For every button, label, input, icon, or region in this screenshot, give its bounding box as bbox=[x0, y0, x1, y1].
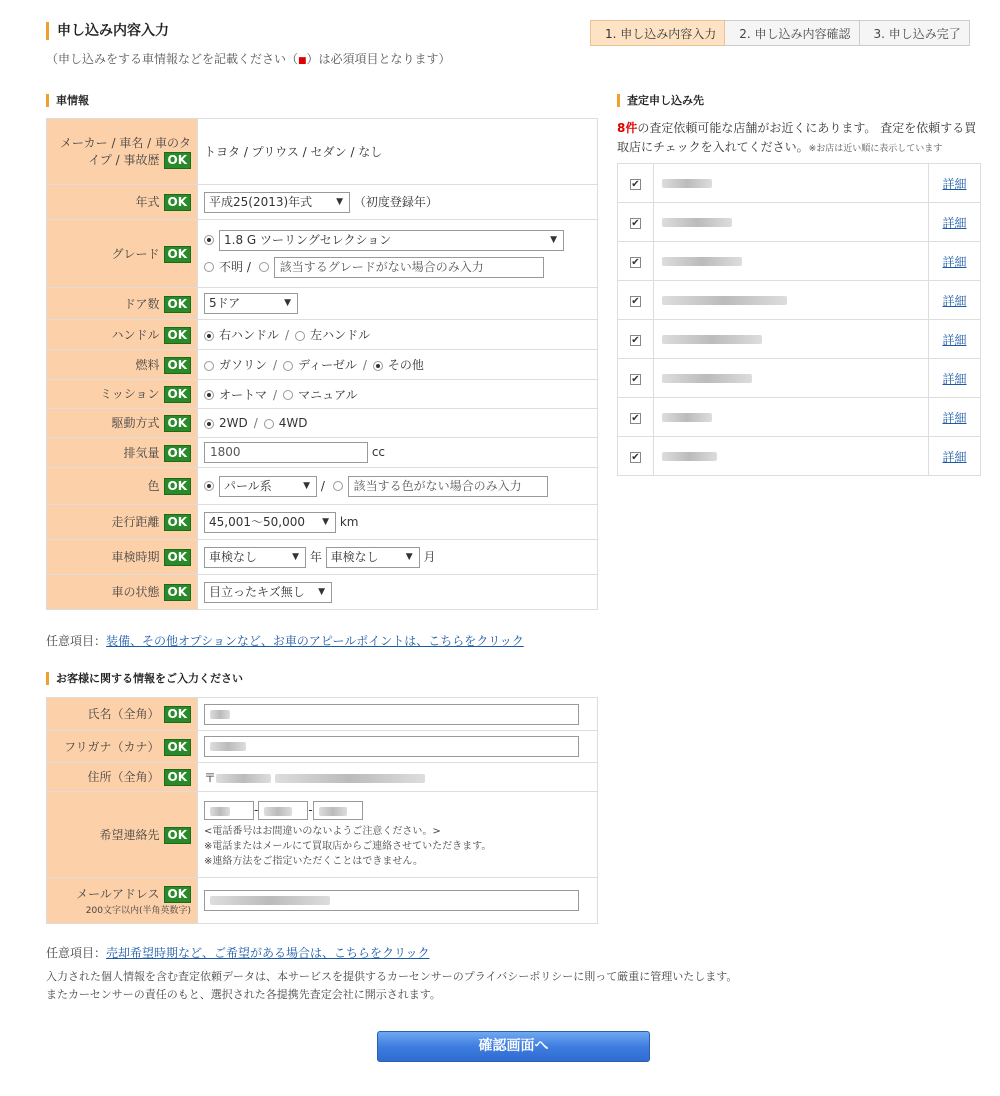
maker-label: メーカー / 車名 / 車のタイプ / 事故歴 bbox=[59, 135, 191, 167]
drive-radio-4wd[interactable] bbox=[264, 419, 274, 429]
row-displacement bbox=[47, 438, 598, 468]
contact-note-3: ※連絡方法をご指定いただくことはできません。 bbox=[204, 855, 423, 867]
row-handle bbox=[47, 320, 598, 350]
row-fuel bbox=[47, 350, 598, 380]
redacted-text bbox=[662, 452, 717, 461]
condition-select-value: 目立ったキズ無し bbox=[209, 584, 305, 599]
option-timing-prefix: 任意項目： bbox=[46, 946, 107, 960]
ok-badge: OK bbox=[164, 152, 192, 169]
fuel-opt1: ガソリン bbox=[219, 358, 268, 372]
email-sublabel: 200文字以内(半角英数字) bbox=[85, 906, 191, 916]
ok-badge: OK bbox=[164, 769, 192, 786]
car-info-heading: 車情報 bbox=[46, 94, 89, 107]
shop-row bbox=[618, 164, 981, 203]
inspection-month-unit: 月 bbox=[423, 549, 436, 564]
shops-description bbox=[617, 119, 979, 159]
mission-label: ミッション bbox=[99, 387, 160, 401]
ok-badge: OK bbox=[164, 445, 192, 462]
kana-input[interactable] bbox=[204, 736, 579, 757]
ok-badge: OK bbox=[164, 194, 192, 211]
email-label-cell bbox=[47, 878, 198, 924]
redacted-text bbox=[210, 742, 246, 751]
address-label-cell bbox=[47, 763, 198, 792]
fuel-label-cell bbox=[47, 350, 198, 380]
ok-badge: OK bbox=[164, 296, 192, 313]
option-timing-link[interactable]: 売却希望時期など、ご希望がある場合は、こちらをクリック bbox=[106, 946, 430, 960]
row-kana bbox=[47, 731, 598, 763]
row-inspection bbox=[47, 540, 598, 575]
kana-label-cell bbox=[47, 731, 198, 763]
year-label-cell bbox=[47, 185, 198, 220]
grade-unknown-label: 不明 / bbox=[219, 259, 251, 274]
year-note: （初度登録年） bbox=[353, 194, 438, 209]
chevron-down-icon: ▼ bbox=[322, 516, 329, 527]
phone-input-2[interactable] bbox=[258, 801, 308, 820]
chevron-down-icon: ▼ bbox=[336, 196, 343, 207]
email-input[interactable] bbox=[204, 890, 579, 911]
color-label: 色 bbox=[147, 479, 160, 493]
contact-cell: - - <電話番号はお間違いのないようご注意ください。> ※電話またはメールにて買取店からご連絡させていただきます。 ※連絡方法をご指定いただくことはできません。 bbox=[198, 792, 598, 878]
ok-badge: OK bbox=[164, 549, 192, 566]
mileage-label-cell bbox=[47, 505, 198, 540]
chevron-down-icon: ▼ bbox=[405, 551, 413, 562]
inspection-month-value: 車検なし bbox=[330, 549, 379, 564]
door-label: ドア数 bbox=[123, 296, 160, 311]
address-label: 住所（全角） bbox=[87, 770, 160, 784]
contact-label-cell bbox=[47, 792, 198, 878]
ok-badge: OK bbox=[164, 386, 192, 403]
redacted-text bbox=[662, 179, 712, 188]
year-select-value: 平成25(2013)年式 bbox=[209, 194, 313, 209]
option-appeal-row bbox=[46, 632, 524, 649]
chevron-down-icon: ▼ bbox=[303, 480, 310, 491]
shop-row bbox=[618, 398, 981, 437]
drive-radio-2wd[interactable] bbox=[204, 419, 214, 429]
handle-radio-left[interactable] bbox=[295, 331, 305, 341]
redacted-text bbox=[275, 774, 425, 783]
ok-badge: OK bbox=[164, 478, 192, 495]
ok-badge: OK bbox=[164, 739, 192, 756]
ok-badge: OK bbox=[164, 886, 192, 903]
shop-checkbox[interactable]: ✔ bbox=[631, 335, 640, 346]
chevron-down-icon: ▼ bbox=[318, 586, 325, 597]
row-email bbox=[47, 878, 598, 924]
shops-heading: 査定申し込み先 bbox=[617, 94, 704, 107]
contact-note-1: <電話番号はお間違いのないようご注意ください。> bbox=[204, 825, 441, 837]
car-info-table bbox=[46, 118, 598, 610]
displacement-input[interactable]: 1800 bbox=[204, 442, 368, 463]
shop-detail-link[interactable]: 詳細 bbox=[942, 371, 967, 386]
required-mark: ■ bbox=[298, 56, 307, 66]
maker-value: トヨタ / プリウス / セダン / なし bbox=[198, 119, 598, 185]
chevron-down-icon: ▼ bbox=[292, 551, 299, 562]
mission-radio-auto[interactable] bbox=[204, 390, 214, 400]
door-label-cell bbox=[47, 288, 198, 320]
handle-opt2: 左ハンドル bbox=[310, 328, 371, 342]
handle-cell: 右ハンドル / 左ハンドル bbox=[198, 320, 598, 350]
option-appeal-prefix: 任意項目： bbox=[46, 634, 107, 648]
color-select[interactable] bbox=[219, 476, 317, 497]
condition-select[interactable] bbox=[204, 582, 332, 603]
shop-detail-link[interactable]: 詳細 bbox=[942, 254, 967, 269]
shops-table bbox=[617, 163, 981, 476]
grade-label: グレード bbox=[111, 246, 160, 261]
row-condition bbox=[47, 575, 598, 610]
grade-select[interactable] bbox=[219, 230, 564, 251]
step-input: 1. 申し込み内容入力 bbox=[590, 20, 725, 46]
handle-label-cell bbox=[47, 320, 198, 350]
chevron-down-icon: ▼ bbox=[550, 234, 557, 245]
grade-cell bbox=[198, 220, 598, 288]
shops-note: ※お店は近い順に表示しています bbox=[808, 144, 943, 154]
shop-row bbox=[618, 320, 981, 359]
row-mission bbox=[47, 380, 598, 409]
subtitle-pre: （申し込みをする車情報などを記載ください（ bbox=[46, 52, 299, 66]
option-appeal-link[interactable]: 装備、その他オプションなど、お車のアピールポイントは、こちらをクリック bbox=[106, 634, 524, 648]
ok-badge: OK bbox=[164, 827, 192, 844]
row-address bbox=[47, 763, 598, 792]
condition-label: 車の状態 bbox=[111, 585, 160, 599]
email-cell bbox=[198, 878, 598, 924]
page-title: 申し込み内容入力 bbox=[46, 22, 169, 40]
phone-input-3[interactable] bbox=[313, 801, 363, 820]
shops-count: 8件 bbox=[617, 121, 638, 135]
color-input[interactable]: 該当する色がない場合のみ入力 bbox=[348, 476, 548, 497]
redacted-text bbox=[662, 296, 787, 305]
redacted-text bbox=[662, 374, 752, 383]
handle-opt1: 右ハンドル bbox=[219, 328, 280, 342]
mileage-select[interactable] bbox=[204, 512, 336, 533]
shops-desc-text: の査定依頼可能な店舗がお近くにあります。 査定を依頼する買取店にチェックを入れてください。 bbox=[617, 121, 977, 154]
shop-row bbox=[618, 242, 981, 281]
color-select-value: パール系 bbox=[224, 478, 272, 493]
shop-detail-link[interactable]: 詳細 bbox=[942, 215, 967, 230]
grade-radio-select[interactable] bbox=[204, 235, 214, 245]
drive-label-cell bbox=[47, 409, 198, 438]
redacted-text bbox=[662, 218, 732, 227]
fuel-radio-other[interactable] bbox=[373, 361, 383, 371]
postal-prefix: 〒 bbox=[204, 770, 217, 785]
option-timing-row bbox=[46, 944, 430, 961]
inspection-label-cell bbox=[47, 540, 198, 575]
year-cell bbox=[198, 185, 598, 220]
name-label: 氏名（全角） bbox=[87, 707, 160, 721]
kana-label: フリガナ（カナ） bbox=[64, 739, 160, 754]
mileage-cell bbox=[198, 505, 598, 540]
mileage-select-value: 45,001～50,000 bbox=[209, 514, 305, 529]
maker-label-cell bbox=[47, 119, 198, 185]
mission-label-cell bbox=[47, 380, 198, 409]
ok-badge: OK bbox=[164, 514, 192, 531]
inspection-year-value: 車検なし bbox=[209, 549, 258, 564]
ok-badge: OK bbox=[164, 357, 192, 374]
progress-steps bbox=[590, 20, 970, 46]
shop-detail-link[interactable]: 詳細 bbox=[942, 332, 967, 347]
contact-label: 希望連絡先 bbox=[99, 827, 160, 842]
step-confirm: 2. 申し込み内容確認 bbox=[725, 20, 859, 46]
inspection-year-unit: 年 bbox=[309, 549, 322, 564]
name-label-cell bbox=[47, 698, 198, 731]
color-radio-manual[interactable] bbox=[333, 481, 343, 491]
inspection-cell bbox=[198, 540, 598, 575]
shop-checkbox[interactable]: ✔ bbox=[631, 452, 640, 463]
address-cell bbox=[198, 763, 598, 792]
fuel-radio-gasoline[interactable] bbox=[204, 361, 214, 371]
privacy-note-1: 入力された個人情報を含む査定依頼データは、本サービスを提供するカーセンサーのプライバシーポリシーに則って厳重に管理いたします。 bbox=[46, 970, 738, 983]
mileage-label: 走行距離 bbox=[111, 515, 160, 529]
grade-select-value: 1.8 G ツーリングセレクション bbox=[224, 232, 392, 247]
redacted-text bbox=[210, 710, 230, 719]
inspection-year-select[interactable] bbox=[204, 547, 306, 568]
shop-row bbox=[618, 281, 981, 320]
shop-checkbox[interactable]: ✔ bbox=[631, 296, 640, 307]
mission-opt1: オートマ bbox=[219, 387, 268, 402]
condition-label-cell bbox=[47, 575, 198, 610]
color-radio-select[interactable] bbox=[204, 481, 214, 491]
fuel-radio-diesel[interactable] bbox=[283, 361, 293, 371]
shop-checkbox[interactable]: ✔ bbox=[631, 374, 640, 385]
year-select[interactable] bbox=[204, 192, 350, 213]
condition-cell bbox=[198, 575, 598, 610]
displacement-unit: cc bbox=[371, 445, 386, 459]
fuel-label: 燃料 bbox=[135, 357, 160, 372]
color-cell: パール系 ▼ / 該当する色がない場合のみ入力 bbox=[198, 468, 598, 505]
fuel-opt2: ディーゼル bbox=[298, 358, 357, 372]
grade-radio-unknown[interactable] bbox=[204, 262, 214, 272]
drive-cell: 2WD / 4WD bbox=[198, 409, 598, 438]
row-maker bbox=[47, 119, 598, 185]
ok-badge: OK bbox=[164, 706, 192, 723]
door-cell bbox=[198, 288, 598, 320]
row-color bbox=[47, 468, 598, 505]
step-complete: 3. 申し込み完了 bbox=[860, 20, 970, 46]
color-label-cell bbox=[47, 468, 198, 505]
fuel-opt3: その他 bbox=[387, 358, 424, 372]
row-door bbox=[47, 288, 598, 320]
customer-info-table bbox=[46, 697, 598, 924]
ok-badge: OK bbox=[164, 584, 192, 601]
shop-detail-link[interactable]: 詳細 bbox=[942, 410, 967, 425]
row-drive bbox=[47, 409, 598, 438]
redacted-text bbox=[210, 896, 330, 905]
mission-opt2: マニュアル bbox=[298, 387, 358, 402]
row-contact bbox=[47, 792, 598, 878]
redacted-text bbox=[662, 335, 762, 344]
shop-detail-link[interactable]: 詳細 bbox=[942, 449, 967, 464]
redacted-text bbox=[210, 807, 230, 816]
handle-radio-right[interactable] bbox=[204, 331, 214, 341]
redacted-text bbox=[662, 413, 712, 422]
row-mileage bbox=[47, 505, 598, 540]
handle-label: ハンドル bbox=[111, 327, 160, 342]
drive-label: 駆動方式 bbox=[111, 416, 160, 430]
shop-row bbox=[618, 359, 981, 398]
page-subtitle bbox=[46, 50, 451, 67]
inspection-label: 車検時期 bbox=[111, 550, 160, 564]
grade-label-cell bbox=[47, 220, 198, 288]
shop-checkbox[interactable]: ✔ bbox=[631, 257, 640, 268]
grade-radio-manual[interactable] bbox=[259, 262, 269, 272]
name-input[interactable] bbox=[204, 704, 579, 725]
door-select-value: 5ドア bbox=[209, 296, 241, 310]
ok-badge: OK bbox=[164, 327, 192, 344]
row-year bbox=[47, 185, 598, 220]
year-label: 年式 bbox=[135, 195, 160, 209]
shop-checkbox[interactable]: ✔ bbox=[631, 413, 640, 424]
drive-opt1: 2WD bbox=[219, 416, 248, 430]
door-select[interactable] bbox=[204, 293, 298, 314]
grade-input[interactable]: 該当するグレードがない場合のみ入力 bbox=[274, 257, 544, 278]
shop-row bbox=[618, 437, 981, 476]
displacement-label-cell bbox=[47, 438, 198, 468]
customer-info-heading: お客様に関する情報をご入力ください bbox=[46, 672, 243, 685]
drive-opt2: 4WD bbox=[278, 416, 308, 430]
phone-input-1[interactable] bbox=[204, 801, 254, 820]
shop-detail-link[interactable]: 詳細 bbox=[942, 176, 967, 191]
contact-note-2: ※電話またはメールにて買取店からご連絡させていただきます。 bbox=[204, 840, 492, 852]
row-name bbox=[47, 698, 598, 731]
redacted-text bbox=[319, 807, 347, 816]
mileage-unit: km bbox=[339, 514, 359, 529]
shop-checkbox[interactable]: ✔ bbox=[631, 218, 640, 229]
shop-row bbox=[618, 203, 981, 242]
redacted-text bbox=[216, 774, 271, 783]
redacted-text bbox=[264, 807, 292, 816]
confirm-button[interactable]: 確認画面へ bbox=[377, 1031, 650, 1062]
inspection-month-select[interactable] bbox=[326, 547, 420, 568]
ok-badge: OK bbox=[164, 246, 192, 263]
row-grade bbox=[47, 220, 598, 288]
subtitle-post: ）は必須項目となります） bbox=[306, 52, 451, 66]
kana-cell bbox=[198, 731, 598, 763]
shop-detail-link[interactable]: 詳細 bbox=[942, 293, 967, 308]
name-cell bbox=[198, 698, 598, 731]
privacy-note-2: またカーセンサーの責任のもと、選択された各提携先査定会社に開示されます。 bbox=[46, 988, 441, 1001]
mission-radio-manual[interactable] bbox=[283, 390, 293, 400]
ok-badge: OK bbox=[164, 415, 192, 432]
displacement-cell bbox=[198, 438, 598, 468]
chevron-down-icon: ▼ bbox=[284, 298, 291, 308]
mission-cell: オートマ / マニュアル bbox=[198, 380, 598, 409]
shop-checkbox[interactable]: ✔ bbox=[631, 179, 640, 190]
redacted-text bbox=[662, 257, 742, 266]
fuel-cell: ガソリン / ディーゼル / その他 bbox=[198, 350, 598, 380]
email-label: メールアドレス bbox=[76, 887, 160, 901]
displacement-label: 排気量 bbox=[123, 445, 160, 460]
